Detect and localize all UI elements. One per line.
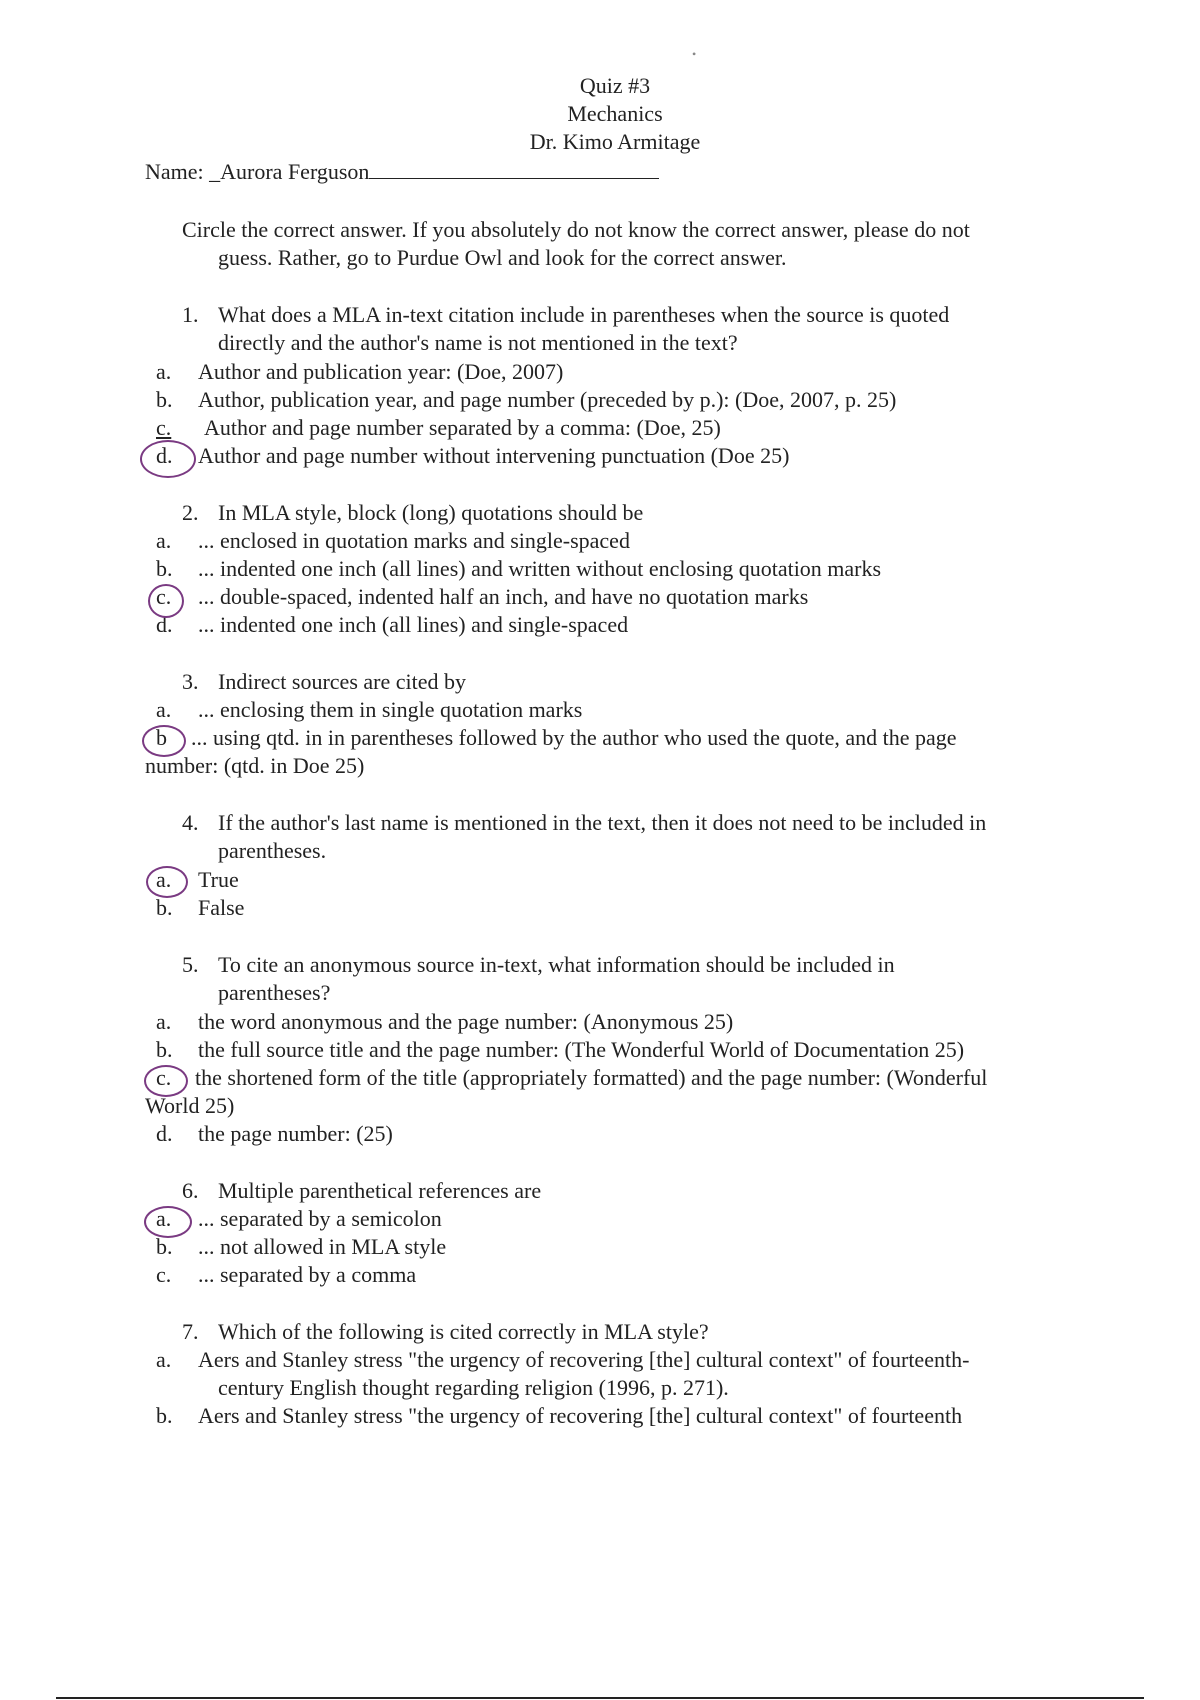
q1-option-c[interactable] xyxy=(156,414,1096,442)
q2-option-b[interactable] xyxy=(156,555,1096,583)
question-text-cont: parentheses. xyxy=(218,838,327,863)
question-text: Multiple parenthetical references are xyxy=(218,1178,542,1203)
answer-circle-q6 xyxy=(144,1206,192,1238)
q4-option-a[interactable] xyxy=(156,866,1096,894)
instructions xyxy=(182,216,1062,272)
name-underline xyxy=(369,158,659,179)
question-number: 3. xyxy=(182,669,199,694)
q1-option-d[interactable] xyxy=(156,442,1096,470)
q1-option-b[interactable] xyxy=(156,386,1096,414)
question-text-cont: parentheses? xyxy=(218,980,331,1005)
option-letter: a. xyxy=(156,1206,172,1231)
question-4 xyxy=(182,809,1082,865)
answer-circle-q5 xyxy=(144,1065,188,1097)
question-number: 1. xyxy=(182,302,199,327)
q5-option-c[interactable] xyxy=(145,1064,1085,1120)
option-text: Aers and Stanley stress "the urgency of recovering [the] cultural context" of fourteenth- xyxy=(198,1347,970,1372)
q6-option-b[interactable] xyxy=(156,1233,1096,1261)
option-letter: a. xyxy=(156,867,172,892)
option-text: ... separated by a comma xyxy=(198,1262,417,1287)
option-text: ... indented one inch (all lines) and written without enclosing quotation marks xyxy=(198,556,882,581)
quiz-title: Quiz #3 xyxy=(579,73,651,98)
option-text: the page number: (25) xyxy=(198,1121,393,1146)
q6-option-a[interactable] xyxy=(156,1205,1096,1233)
q1-option-a[interactable] xyxy=(156,358,1096,386)
option-letter: b. xyxy=(156,387,173,412)
option-letter: b. xyxy=(156,895,173,920)
q6-option-c[interactable] xyxy=(156,1261,1096,1289)
question-6 xyxy=(182,1177,1082,1205)
option-text: ... enclosing them in single quotation marks xyxy=(198,697,583,722)
question-5 xyxy=(182,951,1082,1007)
option-letter: b. xyxy=(156,1037,173,1062)
question-text: What does a MLA in-text citation include in parentheses when the source is quoted xyxy=(218,302,950,327)
option-text: False xyxy=(198,895,245,920)
instructions-line-2: guess. Rather, go to Purdue Owl and look for the correct answer. xyxy=(218,245,787,270)
option-letter: b. xyxy=(156,1403,173,1428)
instructions-line-1: Circle the correct answer. If you absolutely do not know the correct answer, please do not xyxy=(182,217,970,242)
quiz-header xyxy=(0,72,1200,156)
option-letter: a. xyxy=(156,528,172,553)
q5-option-d[interactable] xyxy=(156,1120,1096,1148)
q2-option-d[interactable] xyxy=(156,611,1096,639)
answer-circle-q2 xyxy=(148,584,184,618)
question-number: 2. xyxy=(182,500,199,525)
name-line xyxy=(145,158,659,186)
name-label: Name: _Aurora Ferguson xyxy=(145,159,370,184)
question-text: If the author's last name is mentioned in the text, then it does not need to be included in xyxy=(218,810,987,835)
option-text: Author and publication year: (Doe, 2007) xyxy=(198,359,564,384)
question-1 xyxy=(182,301,1082,357)
option-text-cont: century English thought regarding religion (1996, p. 271). xyxy=(218,1375,729,1400)
option-text: the word anonymous and the page number: (Anonymous 25) xyxy=(198,1009,734,1034)
question-2 xyxy=(182,499,1082,527)
option-letter: d. xyxy=(156,1121,173,1146)
question-text: Indirect sources are cited by xyxy=(218,669,466,694)
option-letter: c. xyxy=(156,415,172,440)
answer-circle-q1 xyxy=(140,440,196,478)
question-3 xyxy=(182,668,1082,696)
option-text: ... separated by a semicolon xyxy=(198,1206,442,1231)
question-7 xyxy=(182,1318,1082,1346)
q2-option-a[interactable] xyxy=(156,527,1096,555)
option-letter: c. xyxy=(156,584,172,609)
option-letter: a. xyxy=(156,697,172,722)
option-text: True xyxy=(198,867,239,892)
q7-option-a[interactable] xyxy=(156,1346,1096,1402)
question-number: 7. xyxy=(182,1319,199,1344)
option-letter: c. xyxy=(156,1262,172,1287)
option-text: ... double-spaced, indented half an inch, and have no quotation marks xyxy=(198,584,809,609)
option-text: ... enclosed in quotation marks and single-spaced xyxy=(198,528,630,553)
q5-option-a[interactable] xyxy=(156,1008,1096,1036)
question-number: 6. xyxy=(182,1178,199,1203)
question-number: 4. xyxy=(182,810,199,835)
quiz-instructor: Dr. Kimo Armitage xyxy=(529,129,701,154)
option-text: ... not allowed in MLA style xyxy=(198,1234,447,1259)
q7-option-b[interactable] xyxy=(156,1402,1096,1430)
option-text: ... using qtd. in in parentheses followed by the author who used the quote, and the page xyxy=(191,725,957,750)
option-letter: a. xyxy=(156,1009,172,1034)
option-text: Author and page number without intervening punctuation (Doe 25) xyxy=(198,443,790,468)
option-text: Author and page number separated by a comma: (Doe, 25) xyxy=(204,415,721,440)
answer-circle-q4 xyxy=(146,866,188,898)
option-text: the shortened form of the title (appropriately formatted) and the page number: (Wonderful xyxy=(195,1065,988,1090)
option-text-cont: World 25) xyxy=(145,1093,235,1118)
option-text: Aers and Stanley stress "the urgency of recovering [the] cultural context" of fourteenth xyxy=(198,1403,963,1428)
question-text: Which of the following is cited correctly in MLA style? xyxy=(218,1319,709,1344)
option-text: the full source title and the page number: (The Wonderful World of Documentation 25) xyxy=(198,1037,965,1062)
option-letter: c. xyxy=(156,1065,172,1090)
option-letter: a. xyxy=(156,359,172,384)
q3-option-b[interactable] xyxy=(145,724,1085,780)
option-text: ... indented one inch (all lines) and single-spaced xyxy=(198,612,629,637)
option-letter: a. xyxy=(156,1347,172,1372)
question-text-cont: directly and the author's name is not mentioned in the text? xyxy=(218,330,738,355)
page-bottom-rule xyxy=(56,1697,1144,1699)
option-letter: b. xyxy=(156,1234,173,1259)
option-text: Author, publication year, and page number (preceded by p.): (Doe, 2007, p. 25) xyxy=(198,387,897,412)
option-text-cont: number: (qtd. in Doe 25) xyxy=(145,753,365,778)
q3-option-a[interactable] xyxy=(156,696,1096,724)
question-text: To cite an anonymous source in-text, what information should be included in xyxy=(218,952,895,977)
option-letter: d. xyxy=(156,443,173,468)
quiz-subject: Mechanics xyxy=(567,101,663,126)
q2-option-c[interactable] xyxy=(156,583,1096,611)
q5-option-b[interactable] xyxy=(156,1036,1096,1064)
q4-option-b[interactable] xyxy=(156,894,1096,922)
stray-mark: • xyxy=(692,47,697,61)
question-text: In MLA style, block (long) quotations should be xyxy=(218,500,644,525)
answer-circle-q3 xyxy=(142,725,186,757)
option-letter: d. xyxy=(156,612,173,637)
question-number: 5. xyxy=(182,952,199,977)
option-letter: b xyxy=(156,725,167,750)
option-letter: b. xyxy=(156,556,173,581)
